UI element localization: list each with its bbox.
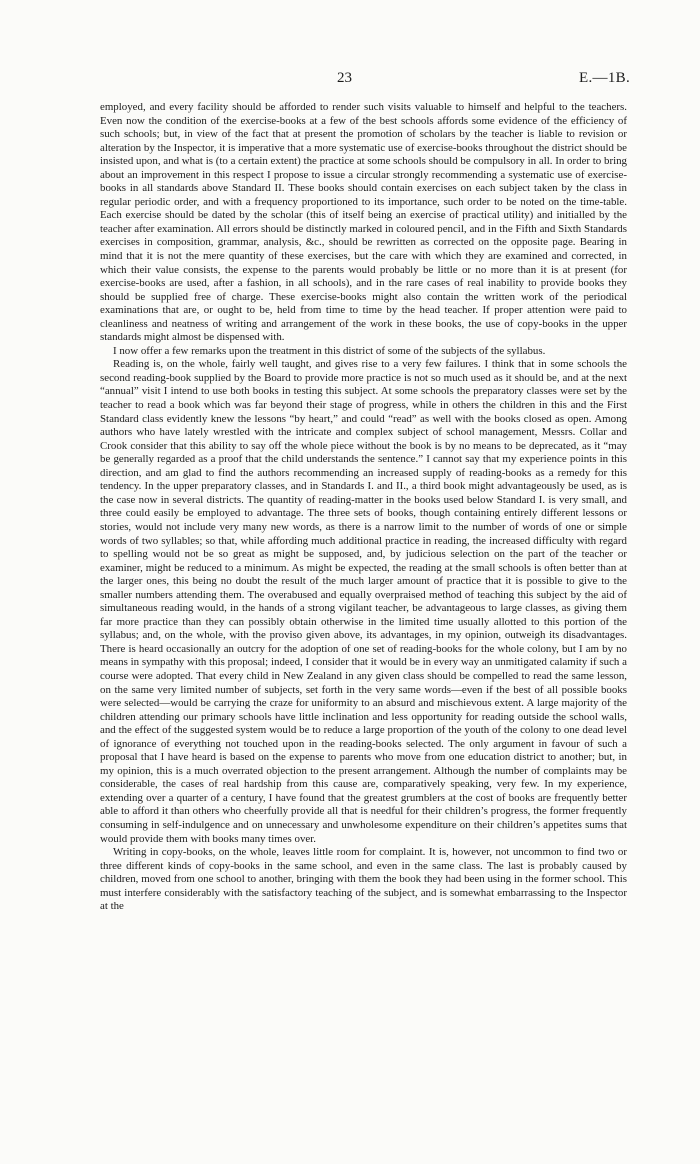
paragraph: I now offer a few remarks upon the treatment in this district of some of the subjects of the syllabus. [113, 344, 546, 357]
page-reference: E.—1B. [579, 70, 630, 86]
paragraph: Reading is, on the whole, fairly well taught, and gives rise to a very few failures. I think that in some schools the second reading-book supplied by the Board to provide more practice is not so much used as it should be, and at the next “annual” visit I intend to use both books in testing this subject. At some schools the preparatory classes were set by the teacher to read a book which was far beyond their stage of progress, while in others the children in this and the First Standard class evidently knew the lessons “by heart,” and could “read” as well with the books closed as open. Among authors who have lately wrestled with the intricate and complex subject of school management, Messrs. Collar and Crook consider that this ability to say off the whole piece without the book is by no means to be deprecated, as it “may be generally regarded as a proof that the child understands the sentence.” I cannot say that my experience points in this direction, and am glad to find the authors recommending an increased supply of reading-books as a remedy for this tendency. In the upper preparatory classes, and in Standards I. and II., a third book might advantageously be used, as is the case now in several districts. The quantity of reading-matter in the books used below Standard I. is very small, and three could easily be employed to advantage. The three sets of books, though containing entirely different lessons or stories, would not include very many new words, as there is a narrow limit to the number of words of one or simple words of two syllables; so that, while affording much additional practice in reading, the increased difficulty with regard to spelling would not be so great as might be supposed, and, by judicious selection on the part of the teacher or examiner, might be reduced to a minimum. As might be expected, the reading at the small schools is often better than at the larger ones, this being no doubt the result of the much larger amount of practice that it is possible to give to the smaller numbers attending them. The overabused and equally overpraised method of teaching this subject by the aid of simultaneous reading would, in the hands of a strong vigilant teacher, be advantageous to large classes, as giving them far more practice than they can possibly obtain otherwise in the limited time usually allotted to this portion of the syllabus; and, on the whole, with the proviso given above, its advantages, in my opinion, outweigh its disadvantages. There is heard occasionally an outcry for the adoption of one set of reading-books for the whole colony, but I am by no means in sympathy with this proposal; indeed, I consider that it would be in every way an unmitigated calamity if such a course were adopted. That every child in New Zealand in any given class should be compelled to read the same lesson, on the same very limited number of subjects, set forth in the very same words—even if the best of all possible books were selected—would be carrying the craze for uniformity to an absurd and mischievous extent. A large majority of the children attending our primary schools have little inclination and less opportunity for reading outside the school walls, and the effect of the suggested system would be to reduce a large proportion of the youth of the colony to one dead level of ignorance of everything not touched upon in the reading-books selected. The only argument in favour of such a proposal that I have heard is based on the expense to parents who move from one education district to another; but, in my opinion, this is a much overrated objection to the present arrangement. Although the number of complaints may be considerable, the cases of real hardship from this cause are, comparatively speaking, very few. In my experience, extending over a quarter of a century, I have found that the greatest grumblers at the cost of books are frequently better able to afford it than others who cheerfully provide all that is needful for their children’s progress, the former frequently consuming in self-indulgence and on unnecessary and unwholesome expenditure on their children’s appetites sums that would provide them with books many times over. [100, 358, 627, 845]
page-number: 23 [337, 70, 352, 86]
body-text [100, 101, 627, 914]
page-header [0, 70, 700, 94]
paragraph: Writing in copy-books, on the whole, leaves little room for complaint. It is, however, not uncommon to find two or three different kinds of copy-books in the same school, and even in the same class. The last is probably caused by children, moved from one school to another, bringing with them the book they had been using in the former school. This must interfere considerably with the satisfactory teaching of the subject, and is somewhat embarrassing to the Inspector at the [100, 846, 627, 913]
paragraph: employed, and every facility should be afforded to render such visits valuable to himself and helpful to the teachers. Even now the condition of the exercise-books at a few of the best schools affords some evidence of the efficiency of such schools; but, in view of the fact that at present the promotion of scholars by the teacher is liable to revision or alteration by the Inspector, it is imperative that a more systematic use of exercise-books throughout the district should be insisted upon, and what is (to a certain extent) the practice at some schools should be compulsory in all. In order to bring about an improvement in this respect I propose to issue a circular strongly recommending a systematic use of exercise-books in all standards above Standard II. These books should contain exercises on each subject taken by the class in regular periodic order, and with a frequency proportioned to its importance, such order to be noted on the time-table. Each exercise should be dated by the scholar (this of itself being an exercise of practical utility) and initialled by the teacher after examination. All errors should be distinctly marked in coloured pencil, and in the Fifth and Sixth Standards exercises in composition, grammar, analysis, &c., should be rewritten as corrected on the opposite page. Bearing in mind that it is not the mere quantity of these exercises, but the care with which they are examined and corrected, in which their value consists, the expense to the parents would probably be little or no more than it is at present (for exercise-books are used, after a fashion, in all schools), and in the rare cases of real inability to provide books they should be supplied free of charge. These exercise-books might also contain the written work of the periodical examinations that are, or ought to be, held from time to time by the head teacher. If proper attention were paid to cleanliness and neatness of writing and arrangement of the work in these books, the use of copy-books in the upper standards might almost be dispensed with. [100, 101, 627, 344]
